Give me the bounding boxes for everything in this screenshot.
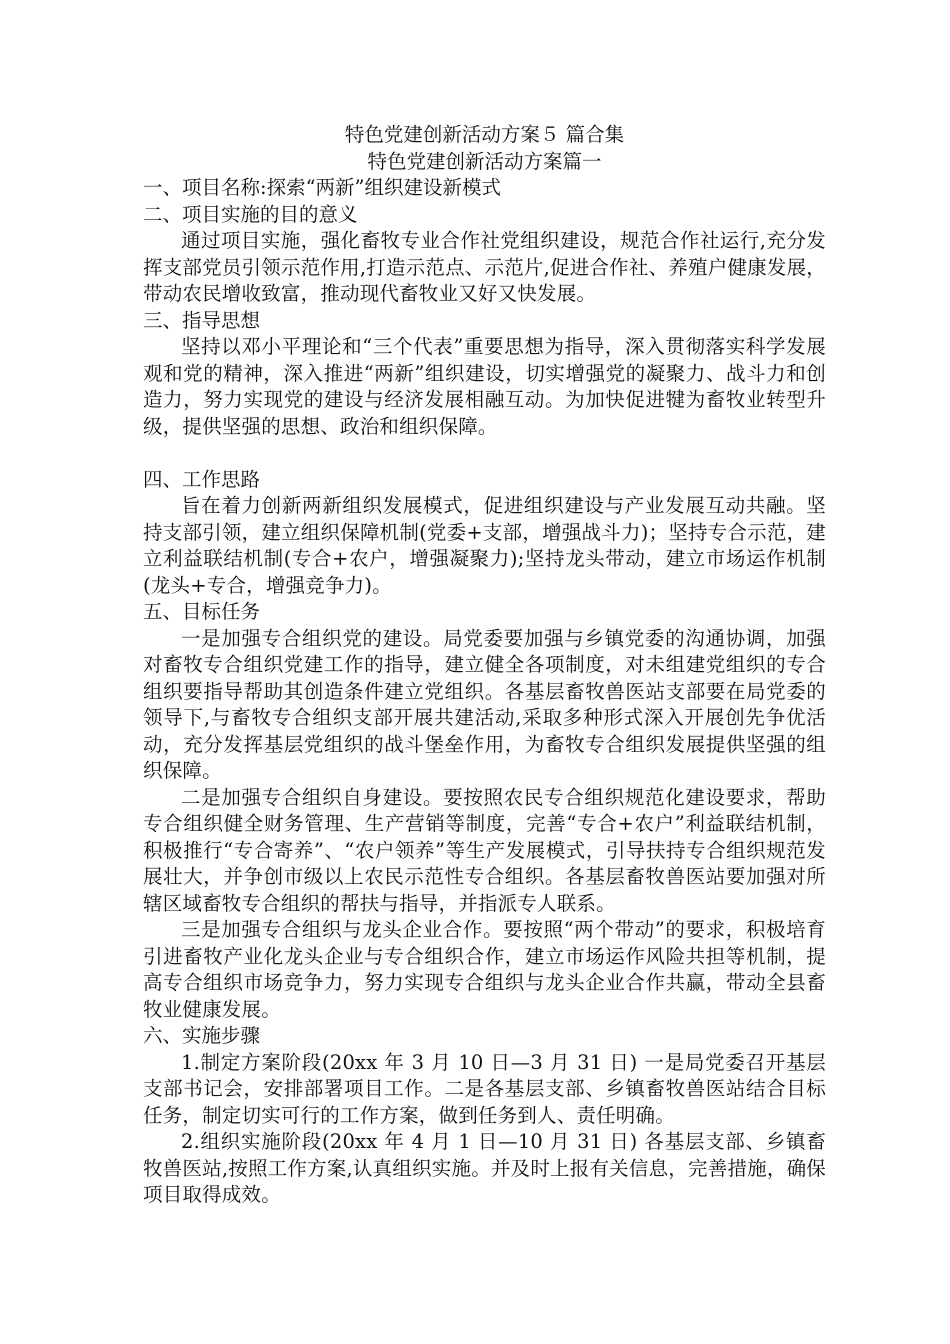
section-heading: 三、指导思想 [143,308,261,332]
paragraph: 通过项目实施，强化畜牧专业合作社党组织建设，规范合作社运行,充分发挥支部党员引领示范作用,打造示范点、示范片,促进合作社、养殖户健康发展，带动农民增收致富，推动现代畜牧业又好又快发展。 [143,229,826,305]
section-heading: 二、项目实施的目的意义 [143,202,358,226]
section-heading: 六、实施步骤 [143,1024,261,1047]
section-heading: 四、工作思路 [143,467,261,491]
paragraph: 三是加强专合组织与龙头企业合作。要按照“两个带动”的要求，积极培育引进畜牧产业化龙头企业与专合组织合作，建立市场运作风险共担等机制，提高专合组织市场竞争力，努力实现专合组织与龙头企业合作共赢，带动全县畜牧业健康发展。 [143,918,826,1021]
document-subtitle: 特色党建创新活动方案篇一 [367,149,602,173]
document-title: 特色党建创新活动方案５ 篇合集 [344,123,625,146]
paragraph: 旨在着力创新两新组织发展模式，促进组织建设与产业发展互动共融。坚持支部引领，建立组织保障机制(党委+支部，增强战斗力)；坚持专合示范，建立利益联结机制(专合+农户，增强凝聚力);坚持龙头带动，建立市场运作机制(龙头+专合，增强竞争力)。 [143,494,826,597]
paragraph: 2.组织实施阶段(20xx 年 4 月 1 日—10 月 31 日) 各基层支部、乡镇畜牧兽医站,按照工作方案,认真组织实施。并及时上报有关信息，完善措施，确保项目取得成效。 [143,1130,826,1206]
paragraph: 1.制定方案阶段(20xx 年 3 月 10 日—3 月 31 日) 一是局党委召开基层支部书记会，安排部署项目工作。二是各基层支部、乡镇畜牧兽医站结合目标任务，制定切实可行的工作方案，做到任务到人、责任明确。 [143,1050,826,1127]
paragraph: 一是加强专合组织党的建设。局党委要加强与乡镇党委的沟通协调，加强对畜牧专合组织党建工作的指导，建立健全各项制度，对未组建党组织的专合组织要指导帮助其创造条件建立党组织。各基层畜牧兽医站支部要在局党委的领导下,与畜牧专合组织支部开展共建活动,采取多种形式深入开展创先争优活动，充分发挥基层党组织的战斗堡垒作用，为畜牧专合组织发展提供坚强的组织保障。 [143,626,826,782]
paragraph: 二是加强专合组织自身建设。要按照农民专合组织规范化建设要求，帮助专合组织健全财务管理、生产营销等制度，完善“专合+农户”利益联结机制，积极推行“专合寄养”、“农户领养”等生产发展模式，引导扶持专合组织规范发展壮大，并争创市级以上农民示范性专合组织。各基层畜牧兽医站要加强对所辖区域畜牧专合组织的帮扶与指导，并指派专人联系。 [143,785,826,915]
section-heading: 五、目标任务 [143,600,261,623]
blank-line [143,440,826,467]
document-body [143,122,826,1209]
section-heading: 一、项目名称:探索“两新”组织建设新模式 [143,176,502,199]
paragraph: 坚持以邓小平理论和“三个代表”重要思想为指导，深入贯彻落实科学发展观和党的精神，深入推进“两新”组织建设，切实增强党的凝聚力、战斗力和创造力，努力实现党的建设与经济发展相融互动。为加快促进犍为畜牧业转型升级，提供坚强的思想、政治和组织保障。 [143,335,826,438]
